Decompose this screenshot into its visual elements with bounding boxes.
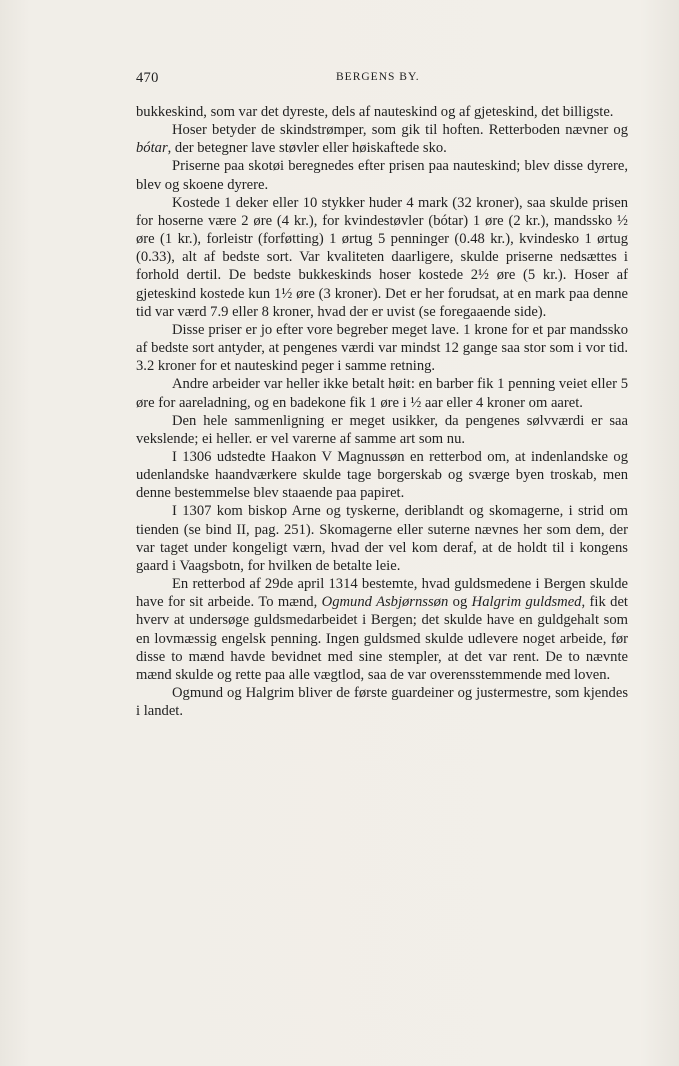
body-text (136, 103, 628, 720)
paragraph: bukkeskind, som var det dyreste, dels af nauteskind og af gjeteskind, det billigste. (136, 104, 614, 120)
paragraph: I 1306 udstedte Haakon V Magnussøn en retterbod om, at indenlandske og udenlandske haandværkere skulde tage borgerskab og sværge byen troskab, men denne bestemmelse blev staaende paa papiret. (136, 448, 628, 502)
italic-term: bótar (136, 140, 168, 157)
paragraph: Hoser betyder de skindstrømper, som gik til hoften. Retterboden nævner og bótar, der betegner lave støvler eller høiskaftede sko. (136, 122, 628, 157)
page-header (136, 70, 630, 90)
paragraph: I 1307 kom biskop Arne og tyskerne, deriblandt og skomagerne, i strid om tienden (se bind II, pag. 251). Skomagerne eller suterne nævnes her som dem, der var taget under kongeligt værn, hvad der vel kom deraf, at de holdt til i kongens gaard i Vaagsbotn, for hvilken de betalte leie. (136, 503, 628, 574)
page-number: 470 (136, 70, 159, 86)
paragraph: En retterbod af 29de april 1314 bestemte, hvad guldsmedene i Bergen skulde have for sit arbeide. To mænd, Ogmund Asbjørnssøn og Halgrim guldsmed, fik det hverv at undersøge guldsmedarbeidet i Bergen; det skulde have en guldgehalt som en lovmæssig engelsk penning. Ingen guldsmed skulde udlevere noget arbeide, før disse to mænd havde bevidnet med sine stempler, at det var rent. De to nævnte mænd skulde og rette paa alle vægtlod, saa de var overensstemmende med loven. (136, 576, 628, 683)
paragraph: Kostede 1 deker eller 10 stykker huder 4 mark (32 kroner), saa skulde prisen for hoserne være 2 øre (4 kr.), for kvindestøvler (bótar) 1 øre (2 kr.), mandssko ½ øre (1 kr.), forleistr (forføtting) 1 ørtug 5 penninger (0.48 kr.), kvindesko 1 ørtug (0.33), alt af bedste sort. Var kvaliteten daarligere, skulde priserne nedsættes i forhold dertil. De bedste bukkeskinds hoser kostede 2½ øre (5 kr.). Hoser af gjeteskind kostede kun 1½ øre (3 kroner). Det er her forudsat, at en mark paa denne tid var værd 7.9 eller 8 kroner, hvad der er uvist (se foregaaende side). (136, 194, 628, 320)
paragraph: Priserne paa skotøi beregnedes efter prisen paa nauteskind; blev disse dyrere, blev og skoene dyrere. (136, 158, 628, 193)
paragraph: Ogmund og Halgrim bliver de første guardeiner og justermestre, som kjendes i landet. (136, 685, 628, 720)
italic-term: Ogmund Asbjørnssøn (321, 594, 449, 611)
running-head: BERGENS BY. (336, 71, 420, 83)
paragraph: Andre arbeider var heller ikke betalt høit: en barber fik 1 penning veiet eller 5 øre for aareladning, og en badekone fik 1 øre i ½ aar eller 4 kroner om aaret. (136, 376, 628, 411)
paragraph: Disse priser er jo efter vore begreber meget lave. 1 krone for et par mandssko af bedste sort antyder, at pengenes værdi var mindst 12 gange saa stor som i vor tid. 3.2 kroner for et nauteskind peger i samme retning. (136, 321, 628, 375)
italic-term: Halgrim guldsmed (471, 594, 582, 611)
paragraph: Den hele sammenligning er meget usikker, da pengenes sølvværdi er saa vekslende; ei heller. er vel varerne af samme art som nu. (136, 412, 628, 447)
